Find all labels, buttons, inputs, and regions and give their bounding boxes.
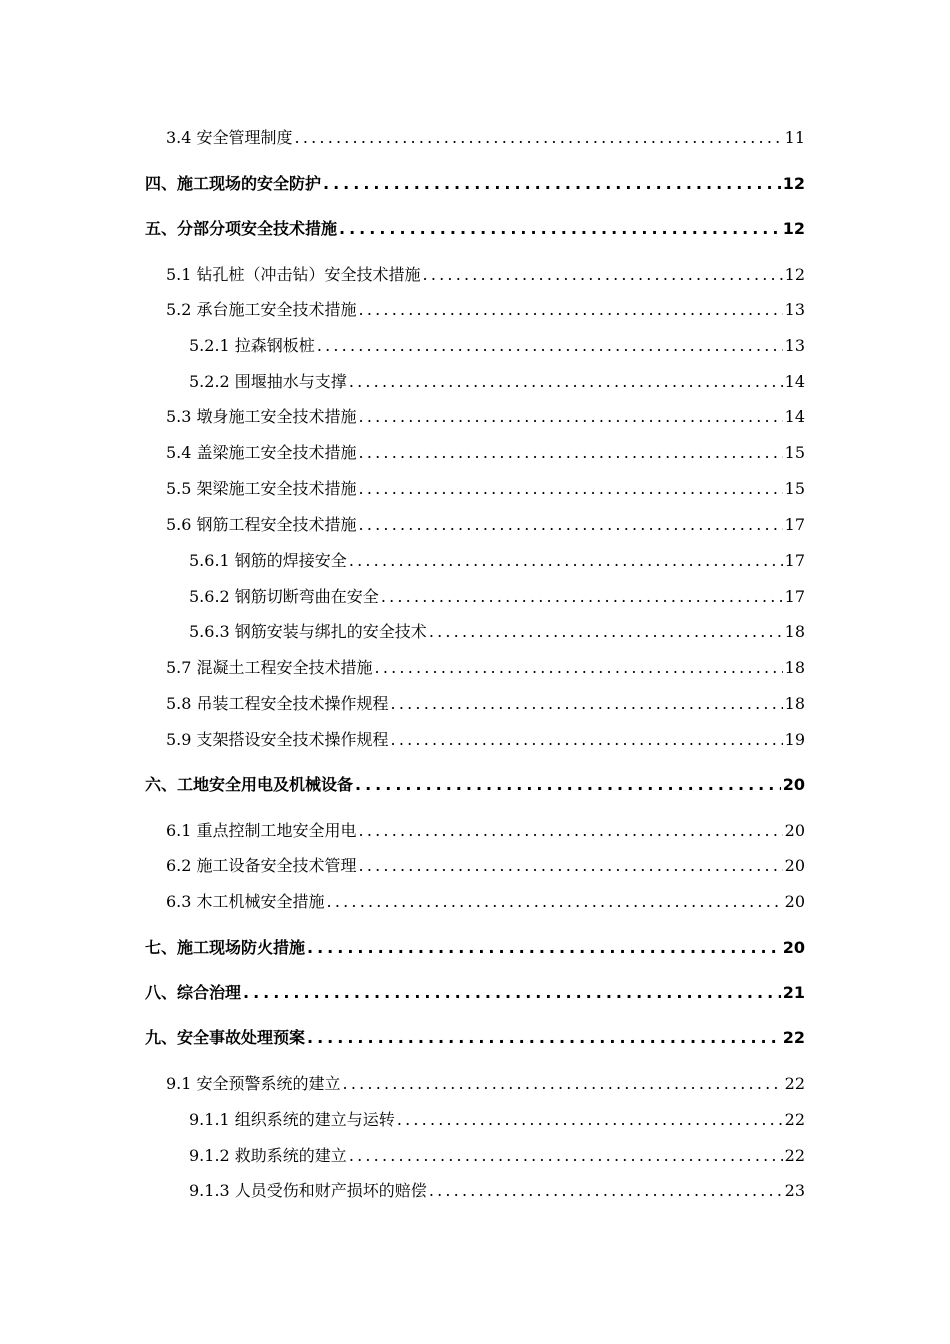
toc-entry-title: 5.6.2 钢筋切断弯曲在安全 bbox=[189, 587, 379, 606]
toc-dot-leader bbox=[375, 655, 783, 681]
toc-dot-leader bbox=[423, 262, 783, 288]
toc-entry[interactable] bbox=[166, 655, 805, 681]
toc-dot-leader bbox=[307, 935, 781, 961]
toc-dot-leader bbox=[349, 369, 783, 395]
toc-dot-leader bbox=[349, 548, 783, 574]
toc-entry-title: 5.6 钢筋工程安全技术措施 bbox=[166, 515, 357, 534]
toc-page-number: 11 bbox=[784, 128, 805, 147]
toc-entry[interactable] bbox=[189, 369, 805, 395]
toc-dot-leader bbox=[391, 727, 783, 753]
toc-page-number: 23 bbox=[784, 1181, 805, 1200]
toc-entry-title: 6.2 施工设备安全技术管理 bbox=[166, 856, 357, 875]
toc-page-number: 22 bbox=[784, 1074, 805, 1093]
toc-entry[interactable] bbox=[166, 297, 805, 323]
toc-entry[interactable] bbox=[166, 125, 805, 151]
toc-entry-title: 3.4 安全管理制度 bbox=[166, 128, 293, 147]
toc-entry[interactable] bbox=[189, 1178, 805, 1204]
toc-entry-title: 5.7 混凝土工程安全技术措施 bbox=[166, 658, 373, 677]
toc-entry-title: 5.9 支架搭设安全技术操作规程 bbox=[166, 730, 389, 749]
toc-page-number: 13 bbox=[784, 336, 805, 355]
toc-dot-leader bbox=[391, 691, 783, 717]
toc-dot-leader bbox=[381, 584, 783, 610]
toc-page-number: 12 bbox=[782, 219, 805, 238]
toc-entry-title: 九、安全事故处理预案 bbox=[145, 1028, 306, 1047]
toc-page-number: 20 bbox=[782, 938, 805, 957]
toc-dot-leader bbox=[359, 853, 783, 879]
toc-page-number: 20 bbox=[784, 892, 805, 911]
toc-entry[interactable] bbox=[166, 262, 805, 288]
toc-dot-leader bbox=[359, 440, 783, 466]
toc-dot-leader bbox=[359, 404, 783, 430]
toc-dot-leader bbox=[343, 1071, 783, 1097]
toc-entry[interactable] bbox=[166, 727, 805, 753]
toc-dot-leader bbox=[429, 619, 783, 645]
toc-dot-leader bbox=[243, 980, 781, 1006]
toc-dot-leader bbox=[359, 512, 783, 538]
toc-entry-title: 5.1 钻孔桩（冲击钻）安全技术措施 bbox=[166, 265, 421, 284]
toc-entry-title: 5.3 墩身施工安全技术措施 bbox=[166, 407, 357, 426]
toc-entry[interactable] bbox=[166, 853, 805, 879]
toc-entry[interactable] bbox=[145, 171, 805, 197]
toc-page-number: 14 bbox=[784, 372, 805, 391]
toc-entry-title: 5.2.2 围堰抽水与支撑 bbox=[189, 372, 347, 391]
toc-entry-title: 9.1 安全预警系统的建立 bbox=[166, 1074, 341, 1093]
toc-page-number: 22 bbox=[784, 1146, 805, 1165]
toc-entry-title: 八、综合治理 bbox=[145, 983, 242, 1002]
toc-entry[interactable] bbox=[166, 818, 805, 844]
toc-entry[interactable] bbox=[145, 772, 805, 798]
toc-entry-title: 四、施工现场的安全防护 bbox=[145, 174, 322, 193]
toc-entry-title: 5.6.3 钢筋安装与绑扎的安全技术 bbox=[189, 622, 427, 641]
toc-dot-leader bbox=[359, 818, 783, 844]
toc-page-number: 17 bbox=[784, 515, 805, 534]
toc-page-number: 17 bbox=[784, 587, 805, 606]
toc-entry[interactable] bbox=[145, 216, 805, 242]
toc-entry[interactable] bbox=[166, 889, 805, 915]
toc-entry[interactable] bbox=[166, 1071, 805, 1097]
toc-entry-title: 6.1 重点控制工地安全用电 bbox=[166, 821, 357, 840]
toc-page-number: 12 bbox=[784, 265, 805, 284]
toc-dot-leader bbox=[339, 216, 781, 242]
toc-page-number: 15 bbox=[784, 479, 805, 498]
toc-entry[interactable] bbox=[145, 980, 805, 1006]
toc-dot-leader bbox=[307, 1025, 781, 1051]
toc-dot-leader bbox=[355, 772, 781, 798]
toc-page-number: 12 bbox=[782, 174, 805, 193]
toc-entry-title: 9.1.1 组织系统的建立与运转 bbox=[189, 1110, 395, 1129]
toc-entry[interactable] bbox=[189, 619, 805, 645]
toc-page-number: 18 bbox=[784, 622, 805, 641]
toc-entry[interactable] bbox=[145, 935, 805, 961]
toc-page-number: 20 bbox=[784, 856, 805, 875]
toc-page-number: 17 bbox=[784, 551, 805, 570]
toc-page-number: 18 bbox=[784, 694, 805, 713]
toc-dot-leader bbox=[349, 1143, 783, 1169]
toc-entry-title: 5.2.1 拉森钢板桩 bbox=[189, 336, 315, 355]
toc-entry-title: 9.1.2 救助系统的建立 bbox=[189, 1146, 347, 1165]
toc-dot-leader bbox=[397, 1107, 783, 1133]
toc-dot-leader bbox=[295, 125, 783, 151]
toc-page-number: 20 bbox=[782, 775, 805, 794]
toc-entry[interactable] bbox=[166, 476, 805, 502]
toc-page-number: 19 bbox=[784, 730, 805, 749]
toc-entry[interactable] bbox=[166, 512, 805, 538]
toc-page-number: 20 bbox=[784, 821, 805, 840]
toc-entry[interactable] bbox=[189, 1107, 805, 1133]
toc-dot-leader bbox=[323, 171, 781, 197]
toc-dot-leader bbox=[327, 889, 783, 915]
toc-entry[interactable] bbox=[189, 1143, 805, 1169]
toc-entry-title: 5.4 盖梁施工安全技术措施 bbox=[166, 443, 357, 462]
toc-entry[interactable] bbox=[166, 404, 805, 430]
toc-entry-title: 6.3 木工机械安全措施 bbox=[166, 892, 325, 911]
toc-entry-title: 5.8 吊装工程安全技术操作规程 bbox=[166, 694, 389, 713]
toc-entry-title: 五、分部分项安全技术措施 bbox=[145, 219, 338, 238]
toc-page-number: 14 bbox=[784, 407, 805, 426]
toc-page-number: 21 bbox=[782, 983, 805, 1002]
toc-dot-leader bbox=[429, 1178, 783, 1204]
toc-entry[interactable] bbox=[189, 584, 805, 610]
toc-entry-title: 5.6.1 钢筋的焊接安全 bbox=[189, 551, 347, 570]
toc-dot-leader bbox=[359, 476, 783, 502]
toc-page-number: 18 bbox=[784, 658, 805, 677]
toc-entry-title: 七、施工现场防火措施 bbox=[145, 938, 306, 957]
toc-entry[interactable] bbox=[145, 1025, 805, 1051]
toc-entry[interactable] bbox=[166, 691, 805, 717]
toc-entry-title: 5.2 承台施工安全技术措施 bbox=[166, 300, 357, 319]
toc-page-number: 22 bbox=[784, 1110, 805, 1129]
toc-page-number: 13 bbox=[784, 300, 805, 319]
toc-dot-leader bbox=[317, 333, 783, 359]
toc-page-number: 15 bbox=[784, 443, 805, 462]
toc-entry-title: 5.5 架梁施工安全技术措施 bbox=[166, 479, 357, 498]
toc-entry[interactable] bbox=[189, 548, 805, 574]
toc-entry[interactable] bbox=[166, 440, 805, 466]
toc-entry-title: 9.1.3 人员受伤和财产损坏的赔偿 bbox=[189, 1181, 427, 1200]
toc-entry[interactable] bbox=[189, 333, 805, 359]
toc-entry-title: 六、工地安全用电及机械设备 bbox=[145, 775, 354, 794]
toc-dot-leader bbox=[359, 297, 783, 323]
toc-page-number: 22 bbox=[782, 1028, 805, 1047]
